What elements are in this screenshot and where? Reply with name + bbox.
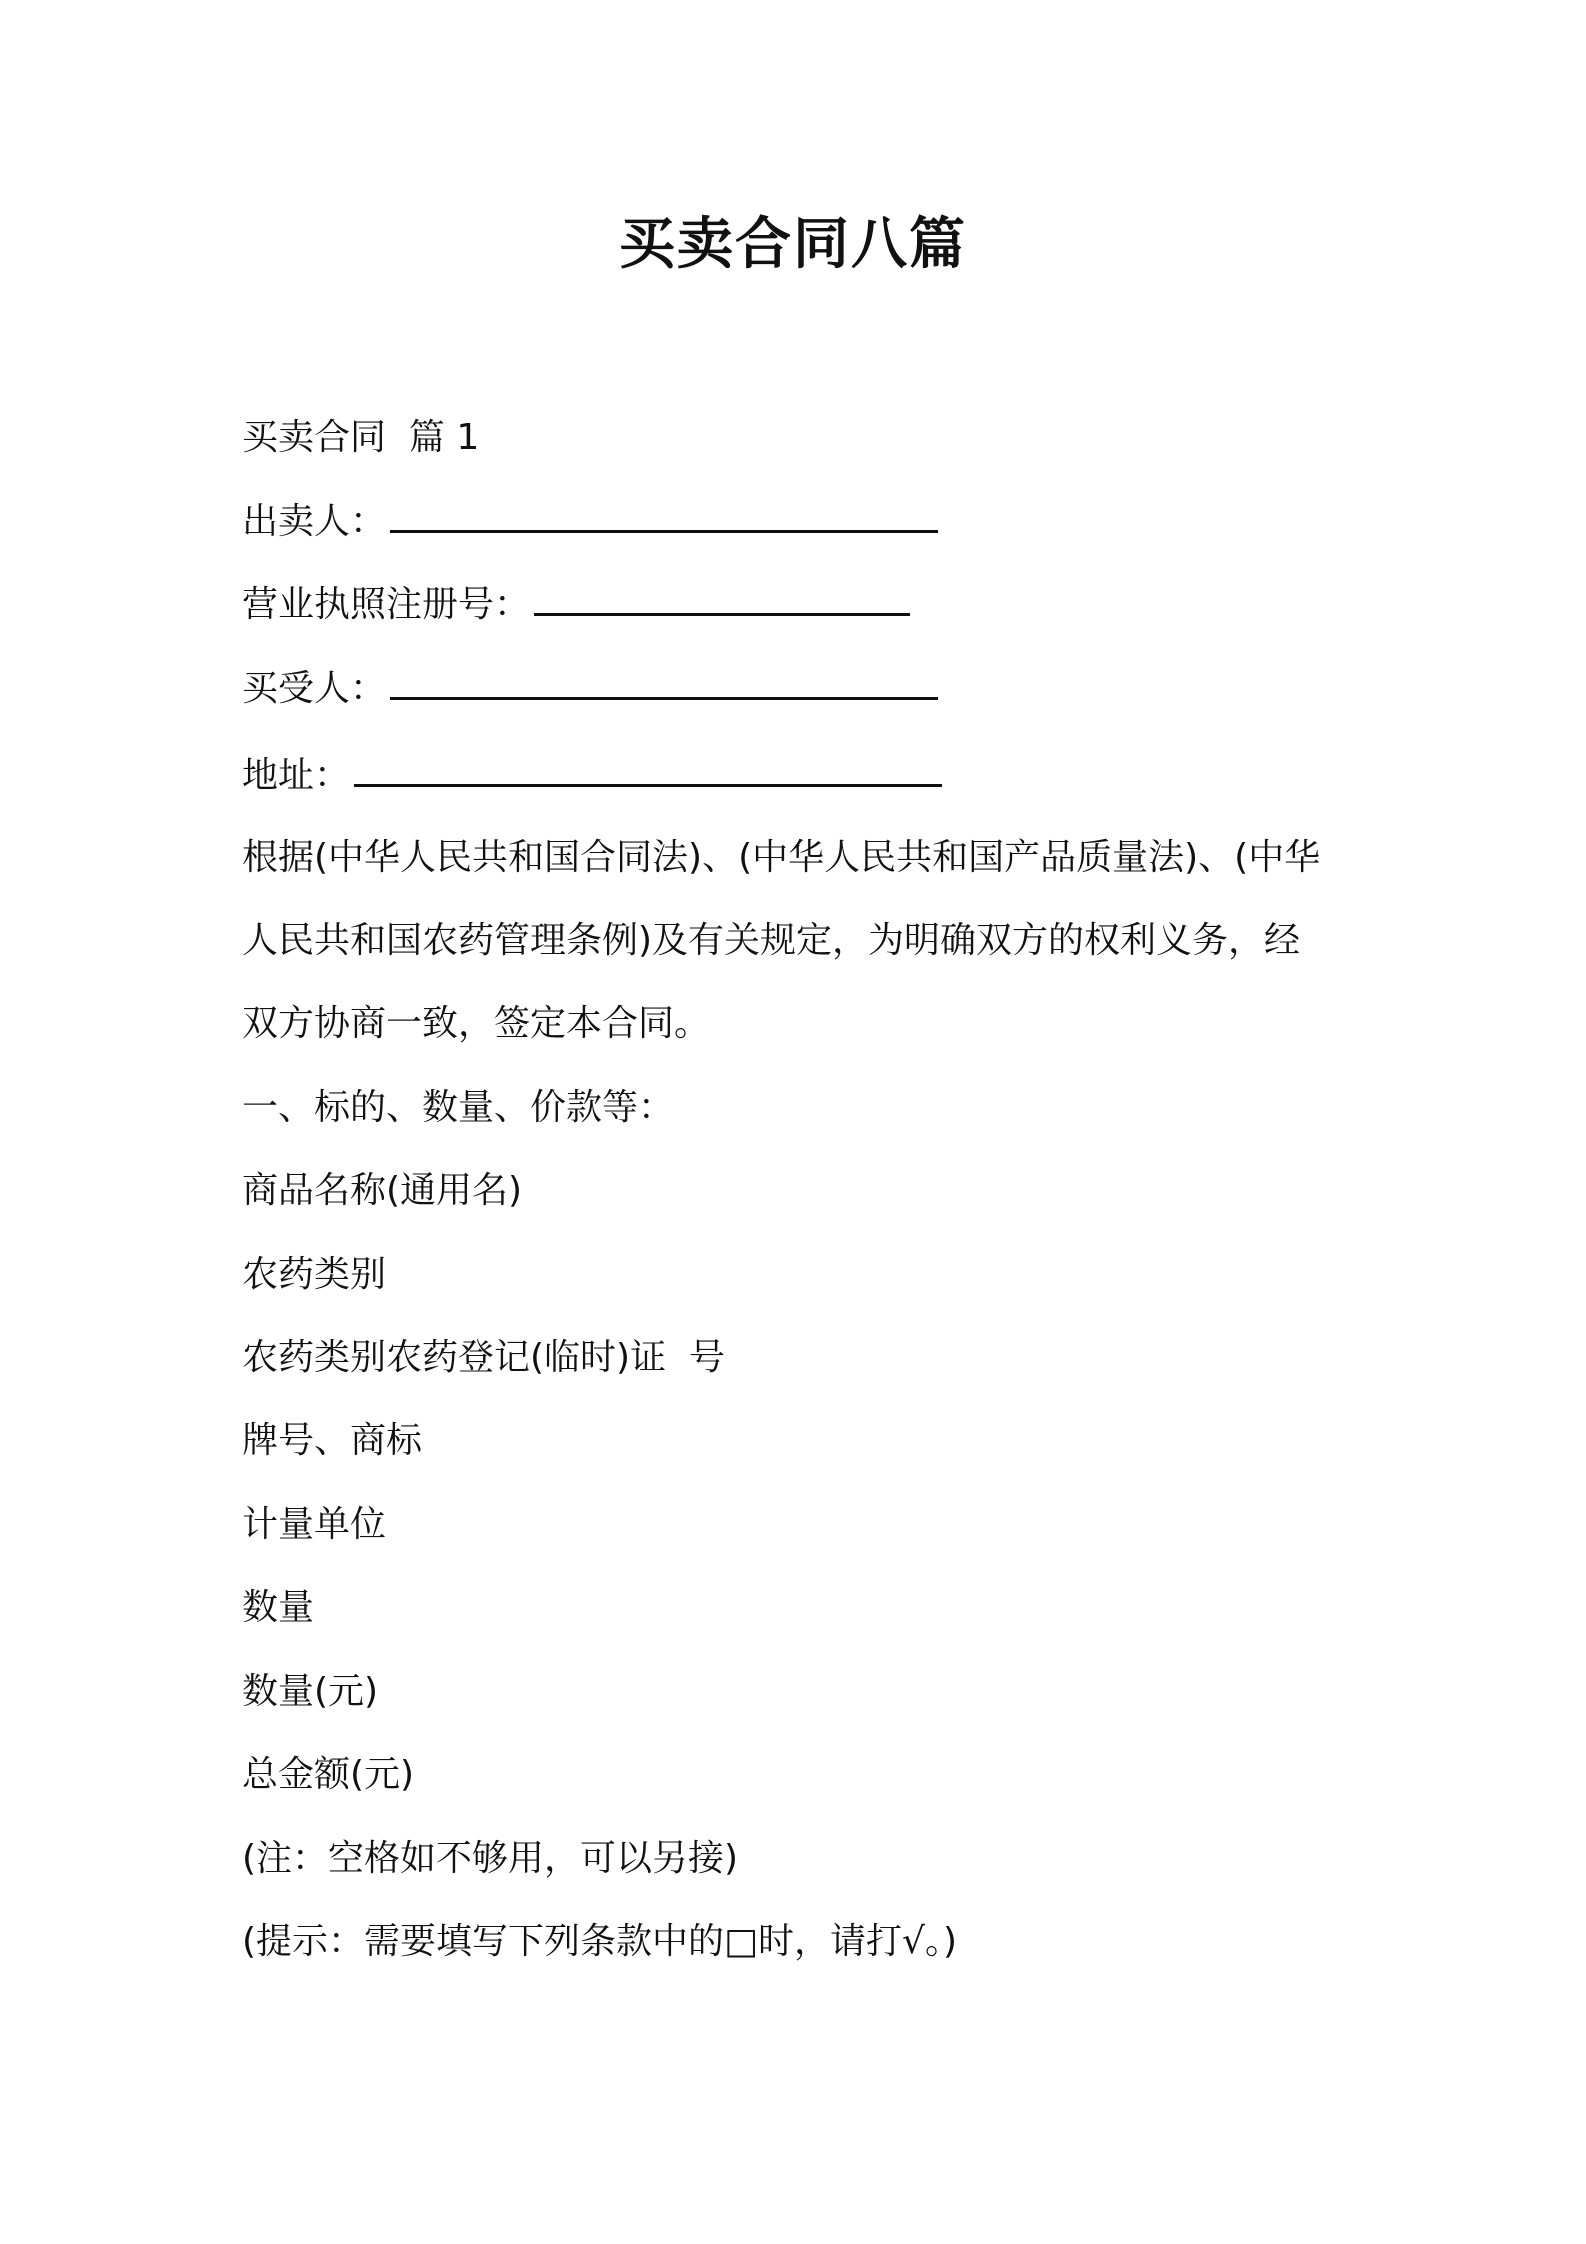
buyer-label: 买受人： [242, 668, 387, 709]
list-item: 农药类别农药登记(临时)证 号 [242, 1337, 725, 1378]
paragraph-line: 人民共和国农药管理条例)及有关规定，为明确双方的权利义务，经 [242, 920, 1301, 961]
address-label: 地址： [242, 755, 351, 796]
list-item: 牌号、商标 [242, 1420, 423, 1461]
buyer-blank-line [390, 663, 938, 700]
license-field [242, 579, 910, 631]
clause-heading: 一、标的、数量、价款等： [242, 1087, 675, 1128]
list-item: 计量单位 [242, 1504, 387, 1545]
address-blank-line [354, 750, 942, 787]
document-title: 买卖合同八篇 [619, 212, 967, 277]
seller-label: 出卖人： [242, 501, 387, 542]
list-item: 数量(元) [242, 1671, 379, 1712]
seller-blank-line [390, 496, 938, 533]
license-label: 营业执照注册号： [242, 584, 531, 625]
seller-field [242, 496, 938, 548]
section-heading: 买卖合同 篇 1 [242, 417, 480, 458]
list-item: 农药类别 [242, 1254, 387, 1295]
note-text: (注：空格如不够用，可以另接) [242, 1838, 739, 1879]
list-item: 商品名称(通用名) [242, 1170, 523, 1211]
license-blank-line [534, 579, 910, 616]
list-item: 数量 [242, 1587, 315, 1628]
address-field [242, 750, 942, 802]
paragraph-line: 根据(中华人民共和国合同法)、(中华人民共和国产品质量法)、(中华 [242, 837, 1321, 878]
buyer-field [242, 663, 938, 715]
list-item: 总金额(元) [242, 1754, 415, 1795]
hint-text: (提示：需要填写下列条款中的□时，请打√。) [242, 1921, 958, 1962]
paragraph-line: 双方协商一致，签定本合同。 [242, 1003, 711, 1044]
